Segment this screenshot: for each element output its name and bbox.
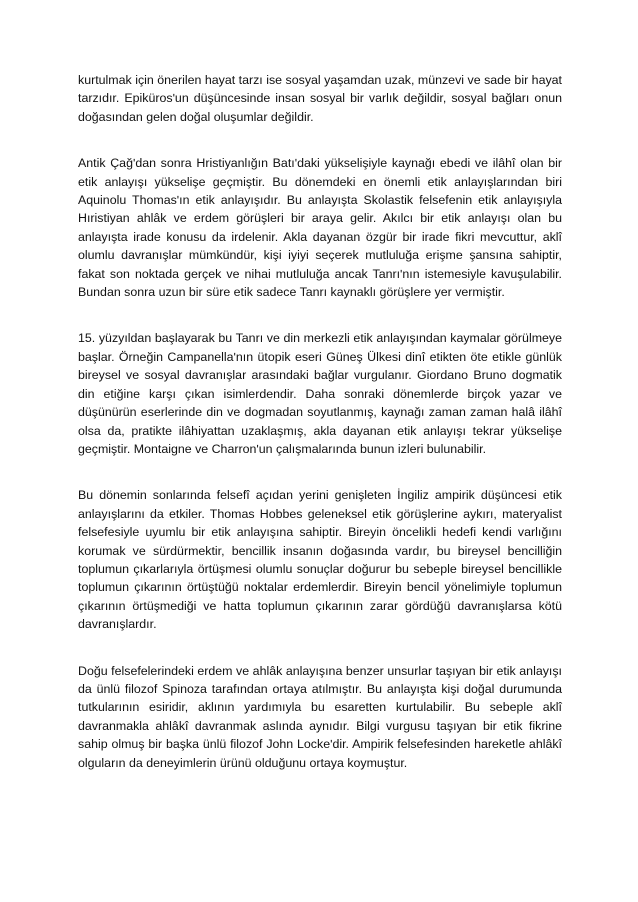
- paragraph-15-yuzyil: 15. yüzyıldan başlayarak bu Tanrı ve din merkezli etik anlayışından kaymalar görülmeye başlar. Örneğin Campanellaʹnın ütopik eseri Güneş Ülkesi dinî etikten öte etikle günlük bireysel ve sosyal davranışlar arasındaki bağlar vurgulanır. Giordano Bruno dogmatik din etiğine karşı çıkan isimlerdendir. Daha sonraki dönemlerde birçok yazar ve düşünürün eserlerinde din ve dogmadan soyutlanmış, kaynağı zaman zaman halâ ilâhî olsa da, pratikte ilâhiyattan uzaklaşmış, akla dayanan etik anlayışı tekrar yükselişe geçmiştir. Montaigne ve Charronʹun çalışmalarında bunun izleri bulunabilir.: [78, 331, 562, 456]
- paragraph-spinoza-locke: Doğu felsefelerindeki erdem ve ahlâk anlayışına benzer unsurlar taşıyan bir etik anlayışı da ünlü filozof Spinoza tarafından ortaya atılmıştır. Bu anlayışta kişi doğal durumunda tutkularının esiridir, aklının yardımıyla bu esaretten kurtulabilir. Bu sebeple aklî davranmakla ahlâkî davranmak aslında aynıdır. Bilgi vurgusu taşıyan bir etik fikrine sahip olmuş bir başka ünlü filozof John Lockeʹdir. Ampirik felsefesinden hareketle ahlâkî olguların da deneyimlerin ürünü olduğunu ortaya koymuştur.: [78, 663, 562, 770]
- paragraph-epikuros: kurtulmak için önerilen hayat tarzı ise sosyal yaşamdan uzak, münzevi ve sade bir hayat tarzıdır. Epikürosʹun düşüncesinde insan sosyal bir varlık değildir, sosyal bağları onun doğasından gelen doğal oluşumlar değildir.: [78, 73, 562, 124]
- paragraph-ingiliz-ampirik: Bu dönemin sonlarında felsefî açıdan yerini genişleten İngiliz ampirik düşüncesi etik anlayışlarını da etkiler. Thomas Hobbes geleneksel etik görüşlerine aykırı, materyalist felsefesiyle uyumlu bir etik anlayışına sahiptir. Bireyin öncelikli hedefi kendi varlığını korumak ve sürdürmektir, bencillik insanın doğasında vardır, bu bireysel bencilliğin toplumun çıkarlarıyla örtüşmesi olumlu sonuçlar doğurur bu sebeple bireysel bencillikle toplumun çıkarının örtüştüğü noktalar erdemlerdir. Bireyin bencil yönelimiyle toplumun çıkarının örtüşmediği ve hatta toplumun çıkarının zarar gördüğü davranışlarsa kötü davranışlardır.: [78, 488, 562, 632]
- document-page: [78, 71, 562, 772]
- paragraph-hristiyan-etik: Antik Çağʹdan sonra Hristiyanlığın Batıʹdaki yükselişiyle kaynağı ebedi ve ilâhî olan bir etik anlayışı yükselişe geçmiştir. Bu dönemdeki en önemli etik anlayışlarından biri Aquinolu Thomasʹın etik anlayışıdır. Bu anlayışta Skolastik felsefenin etik anlayışıyla Hıristiyan ahlâk ve erdem görüşleri bir araya gelir. Akılcı bir etik anlayışı olan bu anlayışta irade konusu da irdelenir. Akla dayanan özgür bir irade fikri mevcuttur, aklî olumlu davranışlar mümkündür, kişi iyiyi seçerek mutluluğa erişme şansına sahiptir, fakat son noktada gerçek ve nihai mutluluğa ancak Tanrıʹnın istemesiyle kavuşulabilir. Bundan sonra uzun bir süre etik sadece Tanrı kaynaklı görüşlere yer vermiştir.: [78, 156, 562, 300]
